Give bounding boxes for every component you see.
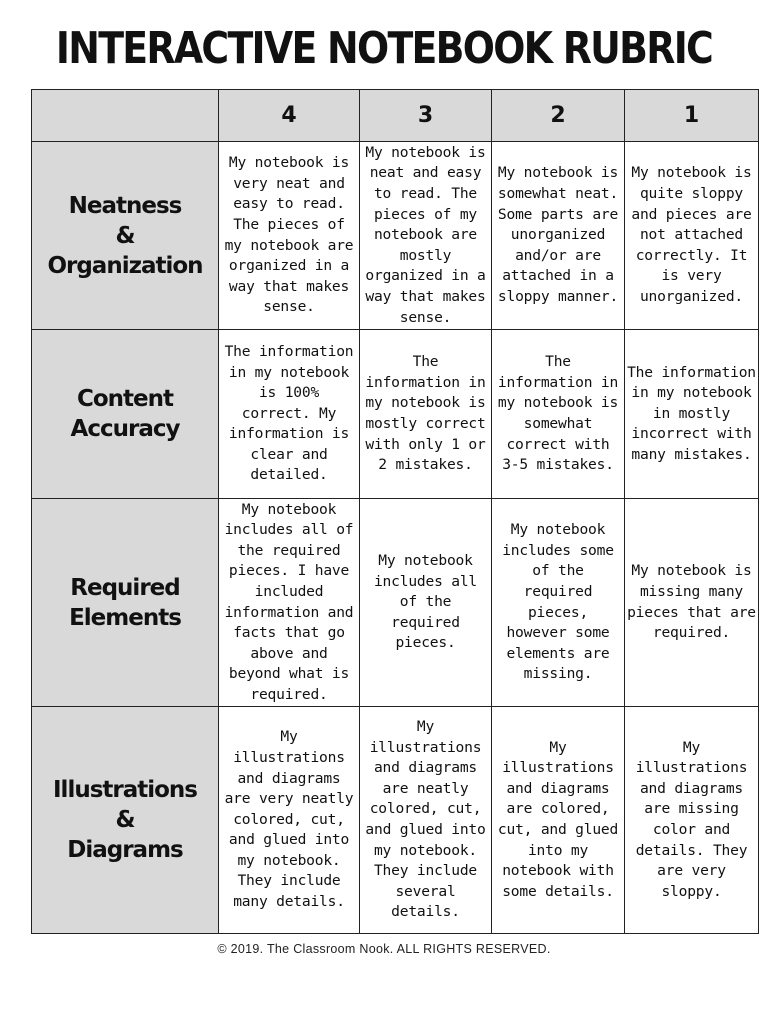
category-label: Diagrams: [67, 837, 183, 863]
criteria-cell: My notebook is quite sloppy and pieces are not attached correctly. It is very unorganized.: [625, 142, 759, 330]
criteria-cell: The information in my notebook in mostly incorrect with many mistakes.: [625, 330, 759, 499]
criteria-cell: My notebook includes all of the required pieces. I have included information and facts that go above and beyond what is required.: [219, 499, 360, 707]
category-cell: [32, 142, 219, 330]
criteria-cell: My illustrations and diagrams are very neatly colored, cut, and glued into my notebook. They include many details.: [219, 707, 360, 934]
criteria-cell: My illustrations and diagrams are colored, cut, and glued into my notebook with some details.: [492, 707, 625, 934]
category-label: Elements: [69, 604, 181, 631]
criteria-cell: My notebook is missing many pieces that are required.: [625, 499, 759, 707]
copyright-footer: © 2019. The Classroom Nook. ALL RIGHTS RESERVED.: [217, 942, 551, 956]
category-cell: [32, 499, 219, 707]
criteria-cell: The information in my notebook is somewhat correct with 3-5 mistakes.: [492, 330, 625, 499]
table-row: [32, 707, 759, 934]
page-title: INTERACTIVE NOTEBOOK RUBRIC: [55, 23, 713, 74]
criteria-cell: The information in my notebook is 100% correct. My information is clear and detailed.: [219, 330, 360, 499]
criteria-cell: My notebook is very neat and easy to read. The pieces of my notebook are organized in a way that makes sense.: [219, 142, 360, 330]
criteria-cell: My illustrations and diagrams are neatly colored, cut, and glued into my notebook. They include several details.: [360, 707, 492, 934]
category-label: Accuracy: [70, 416, 180, 442]
category-label: Neatness: [68, 192, 182, 219]
header-corner-cell: [32, 90, 219, 142]
category-label: Content: [76, 386, 174, 412]
score-header-2: 2: [492, 90, 625, 142]
criteria-cell: My illustrations and diagrams are missing color and details. They are very sloppy.: [625, 707, 759, 934]
criteria-cell: My notebook includes all of the required pieces.: [360, 499, 492, 707]
criteria-cell: My notebook is neat and easy to read. The pieces of my notebook are mostly organized in a way that makes sense.: [360, 142, 492, 330]
category-cell: [32, 707, 219, 934]
table-row: [32, 142, 759, 330]
category-label: Required: [70, 574, 180, 601]
criteria-cell: My notebook includes some of the required pieces, however some elements are missing.: [492, 499, 625, 707]
category-label: &: [115, 807, 135, 833]
category-cell: [32, 330, 219, 499]
score-header-4: 4: [219, 90, 360, 142]
rubric-table: [31, 89, 759, 934]
category-label: &: [115, 222, 135, 249]
score-header-1: 1: [625, 90, 759, 142]
criteria-cell: My notebook is somewhat neat. Some parts are unorganized and/or are attached in a sloppy manner.: [492, 142, 625, 330]
table-row: [32, 499, 759, 707]
table-header-row: [32, 90, 759, 142]
criteria-cell: The information in my notebook is mostly correct with only 1 or 2 mistakes.: [360, 330, 492, 499]
score-header-3: 3: [360, 90, 492, 142]
category-label: Illustrations: [53, 777, 197, 803]
category-label: Organization: [47, 252, 203, 279]
table-row: [32, 330, 759, 499]
